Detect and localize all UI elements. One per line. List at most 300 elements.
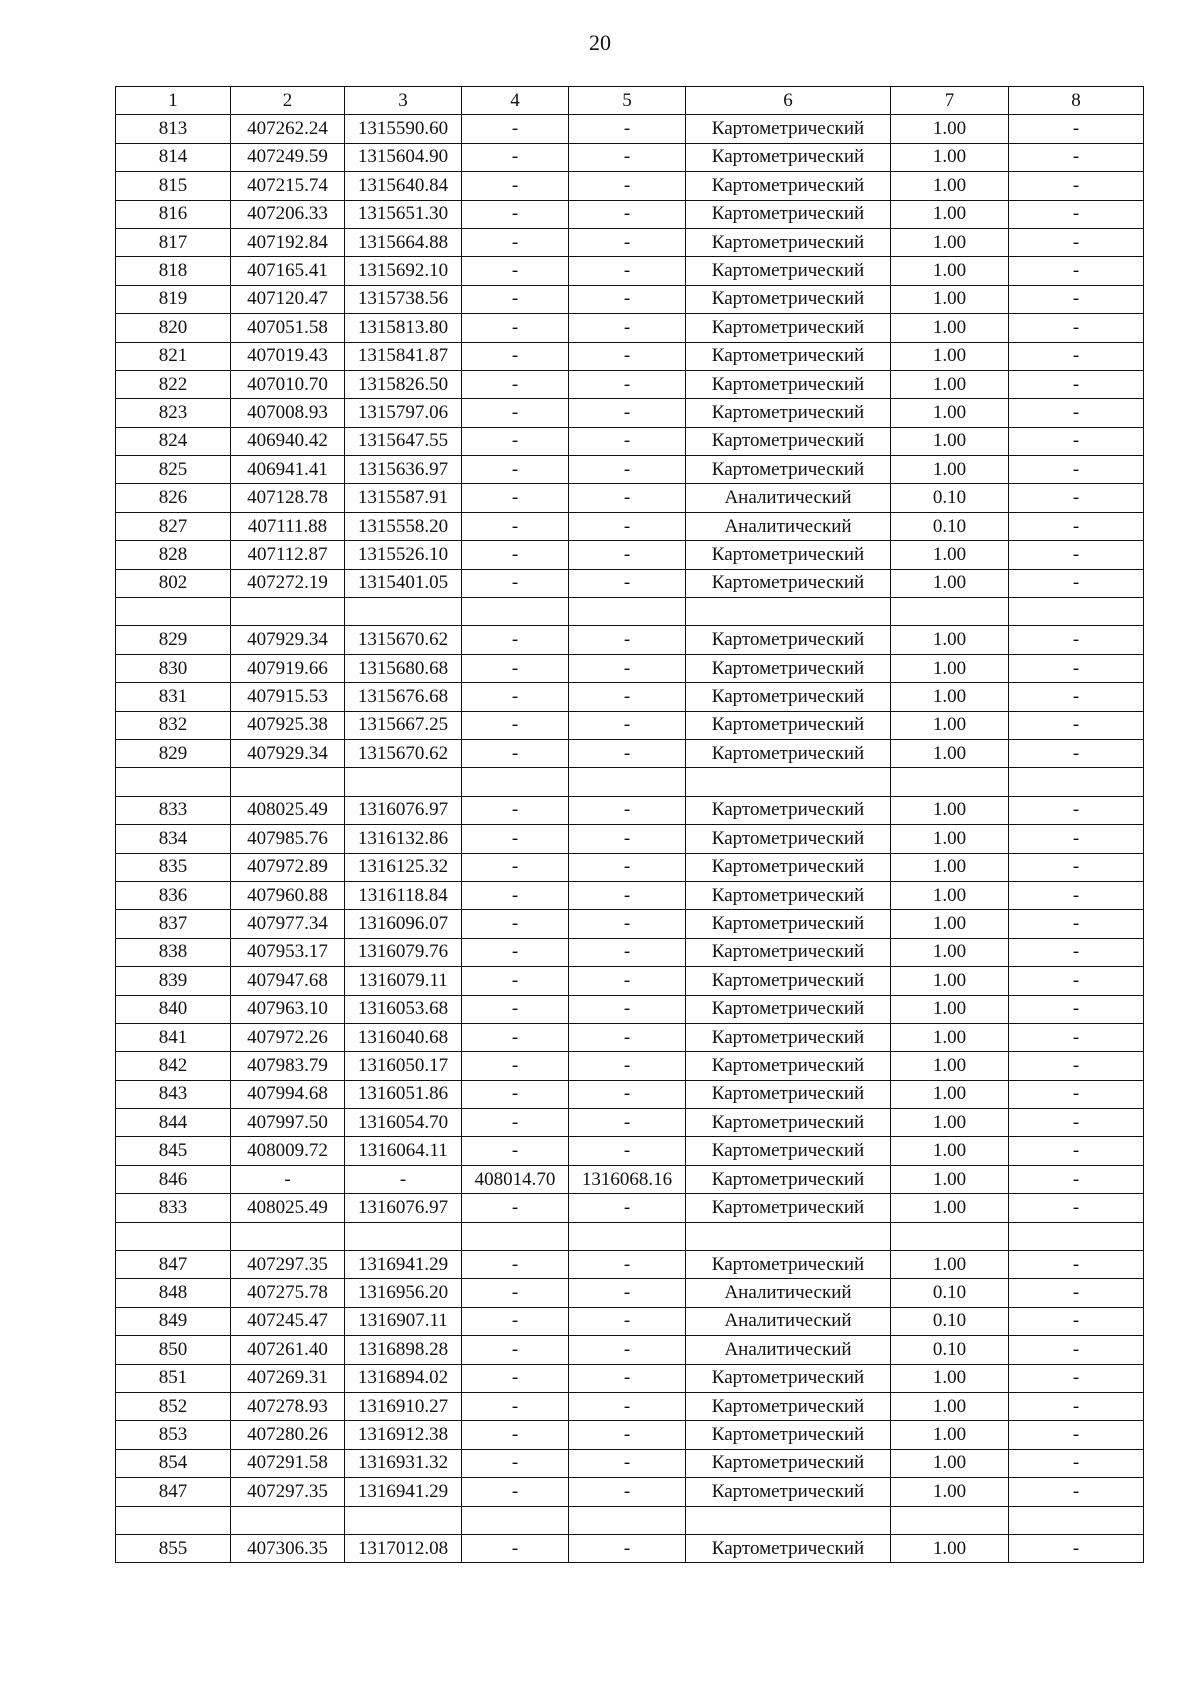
table-cell: - xyxy=(569,711,686,739)
table-cell xyxy=(462,768,569,796)
table-row xyxy=(116,910,1144,938)
table-cell: Картометрический xyxy=(686,683,891,711)
table-cell: 1315587.91 xyxy=(345,484,462,512)
table-cell: Картометрический xyxy=(686,200,891,228)
table-cell: - xyxy=(569,853,686,881)
table-cell: - xyxy=(569,1109,686,1137)
table-cell: - xyxy=(462,1336,569,1364)
table-cell: 408014.70 xyxy=(462,1165,569,1193)
table-cell: - xyxy=(569,1307,686,1335)
table-cell: - xyxy=(1009,1279,1144,1307)
table-cell: - xyxy=(569,796,686,824)
table-cell: - xyxy=(569,370,686,398)
table-cell: 407953.17 xyxy=(231,938,345,966)
table-row xyxy=(116,1449,1144,1477)
table-cell: - xyxy=(569,1137,686,1165)
table-cell: - xyxy=(569,1251,686,1279)
table-cell: 829 xyxy=(116,739,231,767)
table-cell: 0.10 xyxy=(891,1307,1009,1335)
table-separator-row xyxy=(116,1506,1144,1534)
table-cell: 854 xyxy=(116,1449,231,1477)
table-cell: 1315667.25 xyxy=(345,711,462,739)
table-cell xyxy=(231,598,345,626)
table-cell: Картометрический xyxy=(686,1251,891,1279)
table-row xyxy=(116,1251,1144,1279)
table-cell: 822 xyxy=(116,370,231,398)
table-cell: 407010.70 xyxy=(231,370,345,398)
table-cell: 1.00 xyxy=(891,1449,1009,1477)
table-cell: 1316064.11 xyxy=(345,1137,462,1165)
table-row xyxy=(116,285,1144,313)
table-row xyxy=(116,200,1144,228)
table-cell: - xyxy=(1009,1392,1144,1420)
table-cell: 838 xyxy=(116,938,231,966)
table-cell xyxy=(891,598,1009,626)
table-cell: Аналитический xyxy=(686,512,891,540)
table-row xyxy=(116,1534,1144,1562)
table-cell: 1316079.76 xyxy=(345,938,462,966)
table-cell: 817 xyxy=(116,228,231,256)
column-header: 5 xyxy=(569,87,686,115)
table-cell: 407269.31 xyxy=(231,1364,345,1392)
table-cell: - xyxy=(569,228,686,256)
table-cell: - xyxy=(1009,1534,1144,1562)
table-cell: 0.10 xyxy=(891,484,1009,512)
table-cell: 1.00 xyxy=(891,711,1009,739)
table-cell: 842 xyxy=(116,1052,231,1080)
table-cell: Картометрический xyxy=(686,825,891,853)
table-cell: - xyxy=(462,1307,569,1335)
table-cell: - xyxy=(462,143,569,171)
table-cell: - xyxy=(1009,1080,1144,1108)
table-cell: - xyxy=(462,825,569,853)
table-cell: - xyxy=(569,1194,686,1222)
table-cell: 407929.34 xyxy=(231,626,345,654)
table-cell: 407112.87 xyxy=(231,541,345,569)
table-cell: - xyxy=(462,1279,569,1307)
table-cell: - xyxy=(1009,541,1144,569)
table-row xyxy=(116,825,1144,853)
table-cell xyxy=(231,1506,345,1534)
table-cell xyxy=(569,1506,686,1534)
table-cell: Картометрический xyxy=(686,569,891,597)
table-cell: - xyxy=(1009,143,1144,171)
table-cell xyxy=(891,1506,1009,1534)
table-row xyxy=(116,881,1144,909)
table-cell: 830 xyxy=(116,654,231,682)
table-row xyxy=(116,1052,1144,1080)
table-cell: 407291.58 xyxy=(231,1449,345,1477)
table-cell: 1315526.10 xyxy=(345,541,462,569)
table-cell: - xyxy=(569,342,686,370)
table-cell xyxy=(686,1222,891,1250)
table-cell: 1316912.38 xyxy=(345,1421,462,1449)
table-cell: - xyxy=(569,1052,686,1080)
table-cell: - xyxy=(1009,456,1144,484)
table-cell: 1315664.88 xyxy=(345,228,462,256)
table-cell: - xyxy=(569,1279,686,1307)
page-number: 20 xyxy=(589,30,611,55)
table-cell: 1316050.17 xyxy=(345,1052,462,1080)
table-cell: 407272.19 xyxy=(231,569,345,597)
table-row xyxy=(116,257,1144,285)
table-cell: 1316076.97 xyxy=(345,796,462,824)
table-cell: Картометрический xyxy=(686,399,891,427)
table-cell: 1.00 xyxy=(891,938,1009,966)
table-cell: 1.00 xyxy=(891,881,1009,909)
table-cell: - xyxy=(462,484,569,512)
table-cell: 1.00 xyxy=(891,796,1009,824)
table-cell: 1315676.68 xyxy=(345,683,462,711)
table-cell xyxy=(462,1506,569,1534)
table-cell: 407994.68 xyxy=(231,1080,345,1108)
table-cell: - xyxy=(462,739,569,767)
table-cell: Картометрический xyxy=(686,1165,891,1193)
table-separator-row xyxy=(116,768,1144,796)
table-cell: - xyxy=(462,853,569,881)
table-cell: - xyxy=(569,825,686,853)
table-cell: Картометрический xyxy=(686,1052,891,1080)
table-cell: 1.00 xyxy=(891,654,1009,682)
table-cell: 818 xyxy=(116,257,231,285)
table-row xyxy=(116,115,1144,143)
table-cell: 1315813.80 xyxy=(345,314,462,342)
table-cell: Картометрический xyxy=(686,257,891,285)
table-cell: 834 xyxy=(116,825,231,853)
table-cell: - xyxy=(462,654,569,682)
table-cell: Картометрический xyxy=(686,853,891,881)
table-cell: - xyxy=(462,1392,569,1420)
table-row xyxy=(116,1307,1144,1335)
table-cell: - xyxy=(569,143,686,171)
table-cell: - xyxy=(1009,1137,1144,1165)
table-cell: - xyxy=(569,881,686,909)
table-cell: Картометрический xyxy=(686,1449,891,1477)
table-cell: Картометрический xyxy=(686,1137,891,1165)
table-cell: 1.00 xyxy=(891,1534,1009,1562)
table-cell: 843 xyxy=(116,1080,231,1108)
table-cell: 1316941.29 xyxy=(345,1478,462,1506)
table-cell: - xyxy=(1009,825,1144,853)
table-cell: 1315590.60 xyxy=(345,115,462,143)
table-cell: 407165.41 xyxy=(231,257,345,285)
table-cell: - xyxy=(1009,314,1144,342)
table-row xyxy=(116,342,1144,370)
table-cell: 407261.40 xyxy=(231,1336,345,1364)
table-cell xyxy=(569,598,686,626)
table-cell: - xyxy=(462,1449,569,1477)
table-cell: 1.00 xyxy=(891,1137,1009,1165)
table-cell: Картометрический xyxy=(686,1534,891,1562)
table-cell: 407297.35 xyxy=(231,1478,345,1506)
table-cell: 821 xyxy=(116,342,231,370)
table-cell xyxy=(345,598,462,626)
table-cell: Картометрический xyxy=(686,143,891,171)
table-cell: - xyxy=(569,1336,686,1364)
table-cell: - xyxy=(569,1478,686,1506)
table-cell: Картометрический xyxy=(686,711,891,739)
table-cell: 0.10 xyxy=(891,512,1009,540)
table-cell: 813 xyxy=(116,115,231,143)
table-cell: Картометрический xyxy=(686,228,891,256)
table-cell: 1.00 xyxy=(891,1364,1009,1392)
table-cell: 1316053.68 xyxy=(345,995,462,1023)
table-cell: 407997.50 xyxy=(231,1109,345,1137)
table-cell: 0.10 xyxy=(891,1279,1009,1307)
table-cell: Картометрический xyxy=(686,1478,891,1506)
table-cell: 1316076.97 xyxy=(345,1194,462,1222)
table-cell: 816 xyxy=(116,200,231,228)
table-cell: - xyxy=(462,1052,569,1080)
table-cell: 1.00 xyxy=(891,1165,1009,1193)
table-cell: - xyxy=(1009,1449,1144,1477)
table-cell: - xyxy=(1009,1165,1144,1193)
table-cell: 407206.33 xyxy=(231,200,345,228)
table-cell: - xyxy=(462,1251,569,1279)
column-header: 4 xyxy=(462,87,569,115)
table-cell: - xyxy=(462,1478,569,1506)
table-cell: - xyxy=(569,1080,686,1108)
table-cell: 1.00 xyxy=(891,910,1009,938)
table-row xyxy=(116,228,1144,256)
table-cell: - xyxy=(569,172,686,200)
table-cell: - xyxy=(1009,257,1144,285)
table-cell: - xyxy=(462,172,569,200)
table-cell: 1315692.10 xyxy=(345,257,462,285)
table-cell xyxy=(686,598,891,626)
table-cell: 832 xyxy=(116,711,231,739)
table-cell: 1.00 xyxy=(891,143,1009,171)
table-cell: - xyxy=(231,1165,345,1193)
table-cell: 1317012.08 xyxy=(345,1534,462,1562)
table-cell: - xyxy=(1009,285,1144,313)
table-cell xyxy=(891,768,1009,796)
table-row xyxy=(116,683,1144,711)
table-cell: 1.00 xyxy=(891,967,1009,995)
table-cell: 1315670.62 xyxy=(345,626,462,654)
table-cell xyxy=(569,768,686,796)
column-header: 7 xyxy=(891,87,1009,115)
table-cell: Картометрический xyxy=(686,370,891,398)
table-cell: 407051.58 xyxy=(231,314,345,342)
table-cell: 853 xyxy=(116,1421,231,1449)
table-row xyxy=(116,399,1144,427)
table-cell: 1.00 xyxy=(891,541,1009,569)
table-row xyxy=(116,456,1144,484)
table-cell: - xyxy=(569,1449,686,1477)
table-row xyxy=(116,370,1144,398)
table-cell: - xyxy=(569,257,686,285)
table-cell: - xyxy=(1009,796,1144,824)
table-cell: 407262.24 xyxy=(231,115,345,143)
table-cell: 824 xyxy=(116,427,231,455)
table-cell xyxy=(116,1506,231,1534)
table-cell: - xyxy=(569,541,686,569)
table-cell xyxy=(1009,1222,1144,1250)
table-cell: - xyxy=(462,1194,569,1222)
table-cell: Картометрический xyxy=(686,796,891,824)
table-cell: - xyxy=(1009,512,1144,540)
table-cell: Картометрический xyxy=(686,938,891,966)
table-cell xyxy=(1009,768,1144,796)
table-cell: Картометрический xyxy=(686,1023,891,1051)
table-cell: 1.00 xyxy=(891,172,1009,200)
table-cell: - xyxy=(1009,910,1144,938)
table-cell: 1.00 xyxy=(891,1023,1009,1051)
table-cell xyxy=(891,1222,1009,1250)
table-cell: 1315401.05 xyxy=(345,569,462,597)
table-cell: 407275.78 xyxy=(231,1279,345,1307)
table-cell: - xyxy=(462,1534,569,1562)
table-cell: 407972.26 xyxy=(231,1023,345,1051)
table-cell: - xyxy=(569,683,686,711)
table-cell: - xyxy=(569,1534,686,1562)
table-cell: 407915.53 xyxy=(231,683,345,711)
table-cell: - xyxy=(569,456,686,484)
table-cell: - xyxy=(1009,370,1144,398)
column-header: 1 xyxy=(116,87,231,115)
table-cell: - xyxy=(1009,1364,1144,1392)
table-row xyxy=(116,853,1144,881)
table-cell: 1.00 xyxy=(891,626,1009,654)
table-row xyxy=(116,967,1144,995)
table-cell: 1316910.27 xyxy=(345,1392,462,1420)
table-separator-row xyxy=(116,1222,1144,1250)
table-cell: - xyxy=(569,938,686,966)
table-cell: - xyxy=(1009,995,1144,1023)
table-cell: Аналитический xyxy=(686,484,891,512)
table-cell: 1.00 xyxy=(891,683,1009,711)
table-cell xyxy=(686,768,891,796)
table-cell: - xyxy=(1009,1023,1144,1051)
table-row xyxy=(116,626,1144,654)
column-header: 6 xyxy=(686,87,891,115)
table-cell: 828 xyxy=(116,541,231,569)
table-cell: - xyxy=(1009,739,1144,767)
table-cell xyxy=(231,768,345,796)
table-cell: 845 xyxy=(116,1137,231,1165)
table-cell: - xyxy=(1009,1478,1144,1506)
table-cell: 815 xyxy=(116,172,231,200)
table-cell: 1.00 xyxy=(891,427,1009,455)
table-cell: 850 xyxy=(116,1336,231,1364)
table-cell: Картометрический xyxy=(686,654,891,682)
table-cell: - xyxy=(462,967,569,995)
table-cell: - xyxy=(569,910,686,938)
table-cell: - xyxy=(462,1109,569,1137)
table-cell: 408009.72 xyxy=(231,1137,345,1165)
table-cell: 827 xyxy=(116,512,231,540)
table-cell: - xyxy=(462,626,569,654)
table-cell: - xyxy=(462,200,569,228)
table-cell: 1.00 xyxy=(891,314,1009,342)
table-row xyxy=(116,172,1144,200)
table-cell: 407111.88 xyxy=(231,512,345,540)
table-cell xyxy=(1009,598,1144,626)
table-row xyxy=(116,512,1144,540)
table-cell xyxy=(116,598,231,626)
table-cell: 849 xyxy=(116,1307,231,1335)
table-row xyxy=(116,427,1144,455)
table-cell: 819 xyxy=(116,285,231,313)
table-row xyxy=(116,1109,1144,1137)
table-cell: 1315670.62 xyxy=(345,739,462,767)
table-header-row xyxy=(116,87,1144,115)
table-cell: 1315797.06 xyxy=(345,399,462,427)
table-cell: - xyxy=(462,541,569,569)
table-cell: - xyxy=(462,1364,569,1392)
table-cell: - xyxy=(1009,1336,1144,1364)
table-cell: - xyxy=(462,370,569,398)
table-cell: Картометрический xyxy=(686,995,891,1023)
table-row xyxy=(116,143,1144,171)
table-cell: 1.00 xyxy=(891,569,1009,597)
table-cell: Аналитический xyxy=(686,1279,891,1307)
table-cell: 846 xyxy=(116,1165,231,1193)
table-cell: 848 xyxy=(116,1279,231,1307)
table-cell: 833 xyxy=(116,796,231,824)
table-cell: 1316096.07 xyxy=(345,910,462,938)
column-header: 8 xyxy=(1009,87,1144,115)
table-cell: - xyxy=(1009,1052,1144,1080)
table-cell: Картометрический xyxy=(686,1364,891,1392)
table-row xyxy=(116,1364,1144,1392)
table-cell: 844 xyxy=(116,1109,231,1137)
table-cell xyxy=(345,1506,462,1534)
table-cell: - xyxy=(462,257,569,285)
table-cell: 1.00 xyxy=(891,825,1009,853)
table-cell: - xyxy=(345,1165,462,1193)
table-cell: - xyxy=(462,1137,569,1165)
table-cell: - xyxy=(1009,484,1144,512)
table-cell: 407947.68 xyxy=(231,967,345,995)
table-cell: 1.00 xyxy=(891,370,1009,398)
table-cell: - xyxy=(462,1080,569,1108)
table-row xyxy=(116,1165,1144,1193)
table-cell: Картометрический xyxy=(686,172,891,200)
table-cell: 1316898.28 xyxy=(345,1336,462,1364)
table-cell: 407297.35 xyxy=(231,1251,345,1279)
table-cell: 1.00 xyxy=(891,257,1009,285)
table-cell: - xyxy=(569,569,686,597)
table-row xyxy=(116,314,1144,342)
table-cell: Картометрический xyxy=(686,881,891,909)
table-cell: 839 xyxy=(116,967,231,995)
table-cell: - xyxy=(569,512,686,540)
table-cell: - xyxy=(1009,683,1144,711)
table-cell: 1.00 xyxy=(891,285,1009,313)
table-cell: 851 xyxy=(116,1364,231,1392)
table-cell: 1315647.55 xyxy=(345,427,462,455)
table-row xyxy=(116,938,1144,966)
table-cell: 833 xyxy=(116,1194,231,1222)
table-cell: - xyxy=(462,314,569,342)
table-cell: 407245.47 xyxy=(231,1307,345,1335)
table-cell: 1.00 xyxy=(891,1421,1009,1449)
table-cell: - xyxy=(1009,967,1144,995)
table-cell: - xyxy=(569,285,686,313)
table-cell: 826 xyxy=(116,484,231,512)
table-cell: 1.00 xyxy=(891,853,1009,881)
table-row xyxy=(116,711,1144,739)
table-cell: - xyxy=(1009,399,1144,427)
table-cell: 823 xyxy=(116,399,231,427)
table-cell: 831 xyxy=(116,683,231,711)
table-cell: 835 xyxy=(116,853,231,881)
table-cell: - xyxy=(569,1023,686,1051)
table-cell: - xyxy=(1009,342,1144,370)
table-cell: - xyxy=(1009,427,1144,455)
